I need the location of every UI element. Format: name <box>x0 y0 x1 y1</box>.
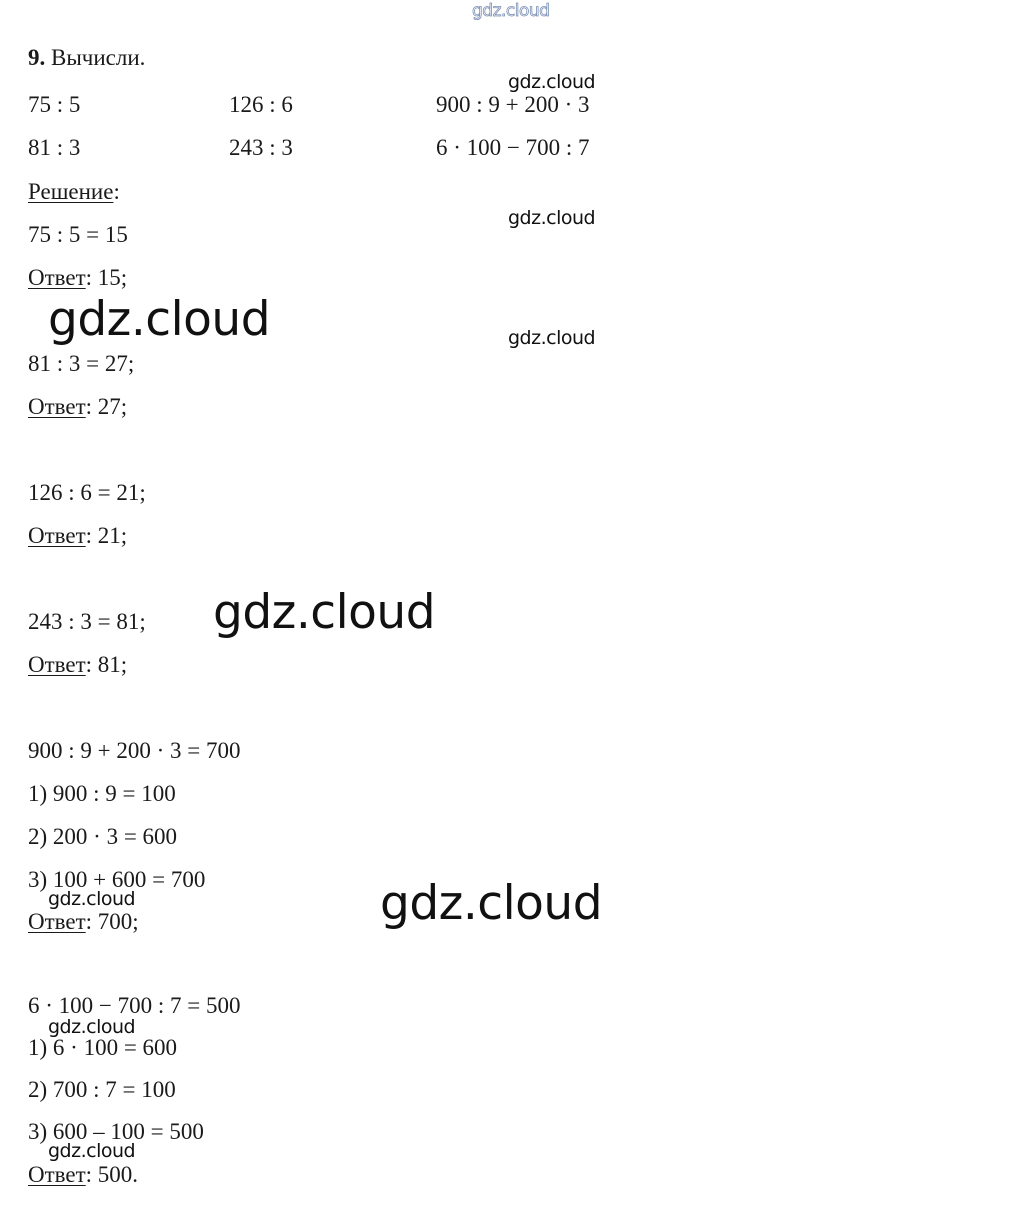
solution-6-step-1: 1) 6 · 100 = 600 <box>28 1035 178 1060</box>
solution-5-answer <box>28 908 139 936</box>
answer-label: Ответ <box>28 523 86 548</box>
solution-2-line: 81 : 3 = 27; <box>28 351 135 376</box>
watermark: gdz.cloud <box>508 327 596 349</box>
solution-1-line: 75 : 5 = 15 <box>28 222 128 247</box>
answer-label: Ответ <box>28 1162 86 1187</box>
answer-value: : 27; <box>85 394 128 419</box>
watermark: gdz.cloud <box>508 207 596 229</box>
solution-6-line: 6 · 100 − 700 : 7 = 500 <box>28 993 241 1018</box>
watermark: gdz.cloud <box>48 292 271 347</box>
solution-6-step-2: 2) 700 : 7 = 100 <box>28 1077 176 1102</box>
solution-4-line: 243 : 3 = 81; <box>28 609 146 634</box>
header-watermark: gdz.cloud <box>472 1 550 21</box>
watermark: gdz.cloud <box>48 1016 136 1038</box>
answer-label: Ответ <box>28 652 86 677</box>
answer-value: : 700; <box>85 909 139 934</box>
expression-1: 75 : 5 <box>28 92 81 117</box>
watermark: gdz.cloud <box>48 888 136 910</box>
watermark: gdz.cloud <box>508 71 596 93</box>
solution-2-answer <box>28 393 127 421</box>
expression-4: 81 : 3 <box>28 135 81 160</box>
solution-6-answer <box>28 1161 138 1189</box>
task-number: 9. <box>28 45 46 70</box>
answer-value: : 21; <box>85 523 128 548</box>
solution-3-answer <box>28 522 127 550</box>
watermark: gdz.cloud <box>380 876 603 931</box>
expression-3: 900 : 9 + 200 · 3 <box>436 92 590 117</box>
answer-value: : 15; <box>85 265 128 290</box>
solution-4-answer <box>28 651 127 679</box>
answer-label: Ответ <box>28 394 86 419</box>
answer-value: : 81; <box>85 652 128 677</box>
answer-label: Ответ <box>28 265 86 290</box>
solution-6-step-3: 3) 600 – 100 = 500 <box>28 1119 204 1144</box>
solution-heading: Решение: <box>28 179 120 204</box>
expression-2: 126 : 6 <box>229 92 293 117</box>
watermark: gdz.cloud <box>213 585 436 640</box>
watermark: gdz.cloud <box>48 1140 136 1162</box>
task-title: Вычисли. <box>51 45 146 70</box>
solution-5-step-2: 2) 200 · 3 = 600 <box>28 824 178 849</box>
solution-label: Решение <box>28 179 114 204</box>
solution-1-answer <box>28 264 127 292</box>
answer-label: Ответ <box>28 909 86 934</box>
solution-5-step-1: 1) 900 : 9 = 100 <box>28 781 176 806</box>
expression-5: 243 : 3 <box>229 135 293 160</box>
expression-6: 6 · 100 − 700 : 7 <box>436 135 590 160</box>
answer-value: : 500. <box>85 1162 139 1187</box>
solution-5-line: 900 : 9 + 200 · 3 = 700 <box>28 738 241 763</box>
solution-3-line: 126 : 6 = 21; <box>28 480 146 505</box>
task-heading <box>28 44 145 72</box>
solution-5-step-3: 3) 100 + 600 = 700 <box>28 867 206 892</box>
